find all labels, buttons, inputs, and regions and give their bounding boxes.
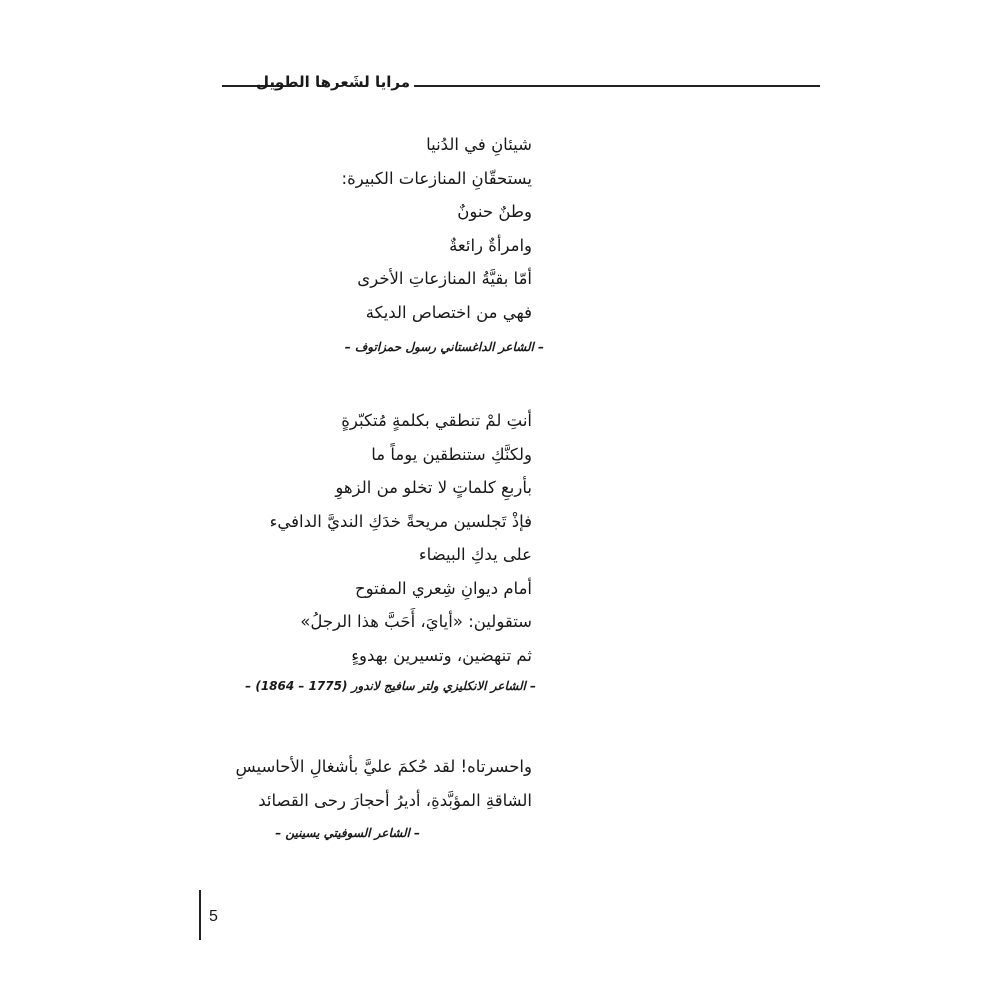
poem-line: وامرأةٌ رائعةٌ bbox=[449, 235, 532, 255]
poem-line: أمام ديوانِ شِعري المفتوح bbox=[354, 578, 532, 598]
poem-attribution: – الشاعر الانكليزي ولتر سافيج لاندور (1775 – 1864) – bbox=[245, 679, 536, 693]
poem-line: يستحقّانِ المنازعات الكبيرة: bbox=[341, 168, 532, 188]
poem-line: أنتِ لمْ تنطقي بكلمةٍ مُتكبّرةٍ bbox=[341, 411, 532, 430]
poem-attribution: – الشاعر الداغستاني رسول حمزاتوف – bbox=[344, 340, 544, 354]
poem-stanza-1 bbox=[341, 128, 544, 357]
poem-line: فإذْ تَجلسين مريحةً خدَكِ النديَّ الدافيء bbox=[269, 511, 532, 531]
poem-line: وطنٌ حنونٌ bbox=[457, 202, 532, 221]
poem-attribution: – الشاعر السوفيتي يسينين – bbox=[275, 826, 420, 840]
header-rule-right bbox=[414, 85, 820, 87]
poem-line: ولكنَّكِ ستنطقين يوماً ما bbox=[371, 444, 532, 464]
page-footer bbox=[199, 890, 218, 940]
poem-line: واحسرتاه! لقد حُكمَ عليَّ بأشغالِ الأحاسيسِ bbox=[235, 757, 532, 776]
running-title: مرايا لشَعرها الطويل bbox=[255, 73, 410, 91]
poem-line: الشاقةِ المؤبَّدةِ، أديرُ أحجارَ رحى القصائد bbox=[258, 790, 532, 810]
poem-line: على يدكِ البيضاء bbox=[418, 545, 532, 564]
poem-line: فهي من اختصاص الديكة bbox=[365, 302, 532, 322]
poem-line: شيئانِ في الدُنيا bbox=[426, 135, 532, 154]
poem-stanza-2 bbox=[245, 404, 536, 696]
poem-line: أمّا بقيَّةُ المنازعاتِ الأخرى bbox=[357, 269, 532, 288]
running-header bbox=[222, 72, 820, 98]
poem-line: ثم تنهضين، وتسيرين بهدوءٍ bbox=[351, 645, 532, 665]
poem-line: ستقولين: «أيايَ، أَحَبَّ هذا الرجلُ» bbox=[300, 612, 532, 631]
page-number: 5 bbox=[209, 908, 218, 925]
poem-stanza-3 bbox=[235, 750, 532, 843]
poem-line: بأربعِ كلماتٍ لا تخلو من الزهوِ bbox=[335, 478, 532, 497]
